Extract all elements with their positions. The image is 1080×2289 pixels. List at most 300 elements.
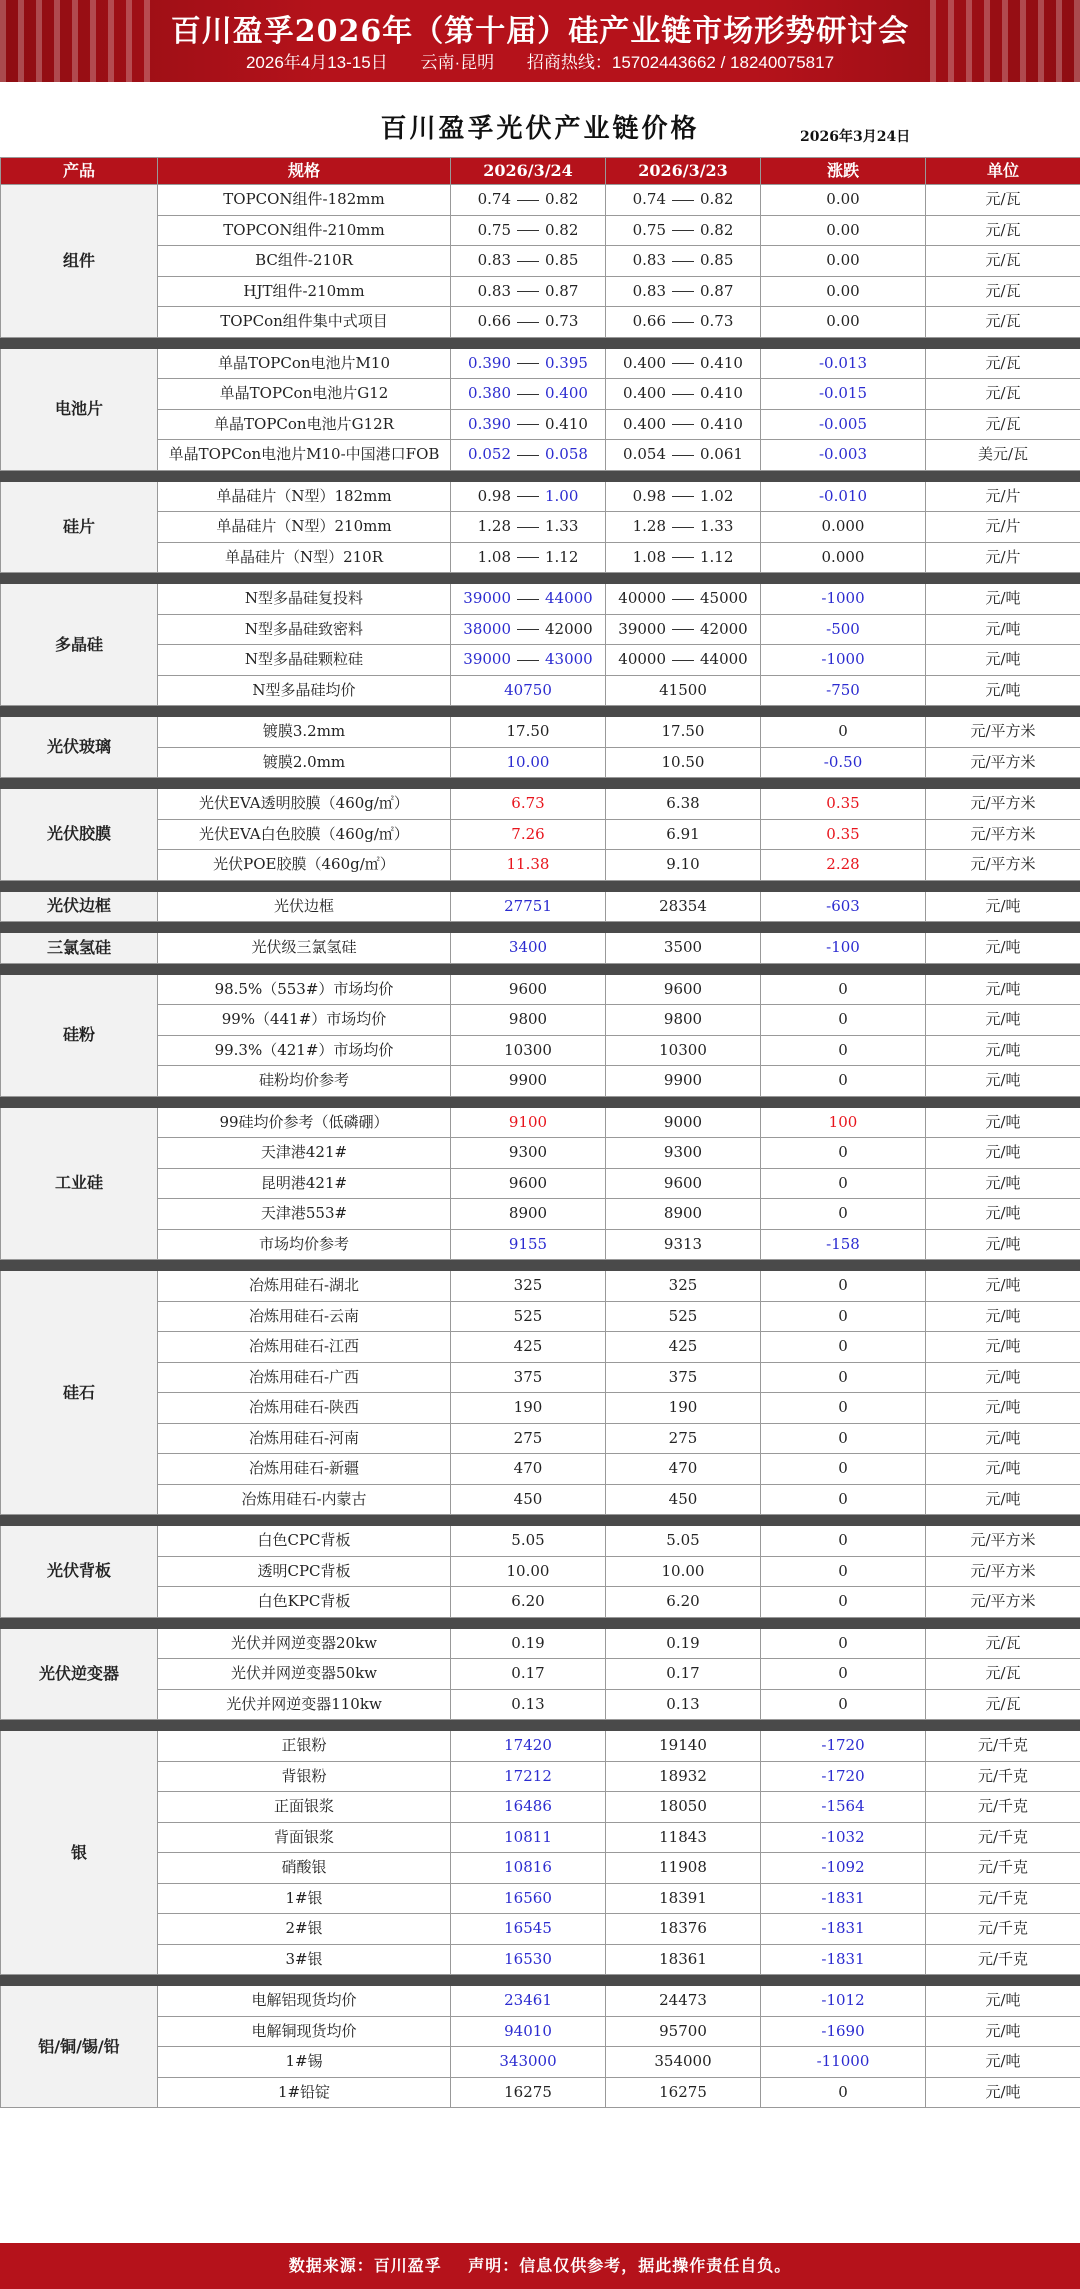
previous-price-value [659, 1797, 707, 1815]
current-price-value [511, 1695, 544, 1713]
product-name: 硅片 [1, 481, 158, 573]
group-separator [1, 1617, 1080, 1628]
table-row [1, 215, 1080, 246]
table-row [1, 1556, 1080, 1587]
spec-cell: 2#银 [158, 1914, 451, 1945]
group-separator [1, 706, 1080, 717]
price-low: 450 [668, 1489, 698, 1508]
unit-cell: 元/吨 [926, 891, 1080, 922]
previous-price-value [633, 312, 734, 330]
change-cell: -100 [761, 933, 926, 964]
previous-price [606, 1914, 761, 1945]
previous-price-value [659, 1991, 707, 2009]
current-price [451, 1271, 606, 1302]
previous-price [606, 1423, 761, 1454]
change-cell: -1720 [761, 1731, 926, 1762]
current-price [451, 409, 606, 440]
product-name: 银 [1, 1731, 158, 1975]
previous-price [606, 1944, 761, 1975]
product-name: 光伏背板 [1, 1526, 158, 1618]
price-high: 45000 [700, 589, 748, 608]
current-price [451, 1853, 606, 1884]
change-cell: 0 [761, 1199, 926, 1230]
banner-location: 云南·昆明 [420, 53, 495, 72]
table-row [1, 307, 1080, 338]
current-price [451, 645, 606, 676]
previous-price-value [633, 517, 734, 535]
spec-cell: 98.5%（553#）市场均价 [158, 974, 451, 1005]
current-price [451, 789, 606, 820]
change-cell: -0.010 [761, 481, 926, 512]
table-row [1, 789, 1080, 820]
current-price-value [504, 1919, 552, 1937]
change-cell: 2.28 [761, 850, 926, 881]
product-name: 三氯氢硅 [1, 933, 158, 964]
price-high: 42000 [545, 619, 593, 638]
current-price-value [514, 1459, 543, 1477]
price-high: 42000 [700, 619, 748, 638]
change-cell: 0 [761, 1556, 926, 1587]
current-price [451, 481, 606, 512]
previous-price [606, 1484, 761, 1515]
previous-price-value [666, 1634, 699, 1652]
spec-cell: 背银粉 [158, 1761, 451, 1792]
price-low: 10300 [504, 1040, 552, 1059]
previous-price [606, 1138, 761, 1169]
price-high: 0.410 [700, 414, 743, 433]
current-price [451, 1659, 606, 1690]
range-dash [517, 200, 539, 201]
table-row [1, 1271, 1080, 1302]
price-low: 10.00 [506, 752, 550, 771]
spec-cell: 1#铅锭 [158, 2077, 451, 2108]
previous-price [606, 1628, 761, 1659]
previous-price-value [662, 753, 705, 771]
previous-price-value [666, 855, 699, 873]
group-separator [1, 1260, 1080, 1271]
previous-price [606, 614, 761, 645]
price-table [0, 157, 1080, 2108]
product-name: 光伏胶膜 [1, 789, 158, 881]
previous-price [606, 891, 761, 922]
previous-price [606, 1526, 761, 1557]
separator-cell [1, 1720, 1080, 1731]
current-price [451, 1301, 606, 1332]
price-low: 0.380 [468, 384, 511, 403]
current-price-value [478, 221, 579, 239]
current-price-value [509, 1235, 547, 1253]
price-low: 18361 [659, 1949, 707, 1968]
current-price-value [504, 1797, 552, 1815]
previous-price [606, 276, 761, 307]
previous-price-value [664, 1235, 702, 1253]
previous-price [606, 1792, 761, 1823]
previous-price [606, 1883, 761, 1914]
product-name: 组件 [1, 185, 158, 338]
price-low: 3400 [508, 938, 548, 957]
unit-cell: 元/瓦 [926, 215, 1080, 246]
table-row [1, 1454, 1080, 1485]
unit-cell: 元/千克 [926, 1944, 1080, 1975]
price-low: 16275 [504, 2082, 552, 2101]
spec-cell: 天津港553# [158, 1199, 451, 1230]
price-low: 0.75 [632, 220, 666, 239]
previous-price-value [666, 1592, 699, 1610]
previous-price-value [664, 1174, 702, 1192]
price-low: 10816 [504, 1858, 552, 1877]
spec-cell: 冶炼用硅石-内蒙古 [158, 1484, 451, 1515]
previous-price-value [669, 1368, 698, 1386]
change-cell: 0 [761, 1659, 926, 1690]
group-separator [1, 1096, 1080, 1107]
current-price-value [499, 2052, 556, 2070]
unit-cell: 元/千克 [926, 1822, 1080, 1853]
previous-price-value [659, 681, 707, 699]
spec-cell: 白色KPC背板 [158, 1587, 451, 1618]
previous-price-value [659, 2083, 707, 2101]
price-high: 0.73 [700, 312, 734, 331]
current-price [451, 1066, 606, 1097]
price-low: 40750 [504, 680, 552, 699]
price-low: 39000 [463, 650, 511, 669]
price-low: 11908 [659, 1858, 707, 1877]
price-high: 43000 [545, 650, 593, 669]
col-header-current-date: 2026/3/24 [451, 158, 606, 185]
price-low: 1.28 [477, 517, 511, 536]
group-separator [1, 573, 1080, 584]
current-price [451, 2016, 606, 2047]
price-low: 10.50 [661, 752, 705, 771]
spec-cell: 昆明港421# [158, 1168, 451, 1199]
price-low: 275 [668, 1428, 698, 1447]
price-low: 94010 [504, 2021, 552, 2040]
previous-price [606, 1659, 761, 1690]
spec-cell: TOPCON组件-210mm [158, 215, 451, 246]
previous-price [606, 717, 761, 748]
range-dash [672, 291, 694, 292]
current-price-value [509, 1174, 547, 1192]
price-low: 41500 [659, 680, 707, 699]
previous-price-value [659, 1041, 707, 1059]
price-high: 44000 [700, 650, 748, 669]
price-low: 450 [513, 1489, 543, 1508]
unit-cell: 元/吨 [926, 645, 1080, 676]
current-price-value [478, 312, 579, 330]
price-low: 375 [513, 1367, 543, 1386]
spec-cell: 冶炼用硅石-陕西 [158, 1393, 451, 1424]
price-low: 0.13 [666, 1694, 700, 1713]
unit-cell: 元/吨 [926, 1362, 1080, 1393]
current-price [451, 584, 606, 615]
range-dash [517, 527, 539, 528]
range-dash [672, 527, 694, 528]
price-low: 0.75 [477, 220, 511, 239]
price-low: 17.50 [661, 722, 705, 741]
group-separator [1, 470, 1080, 481]
change-cell: 0.00 [761, 246, 926, 277]
range-dash [517, 496, 539, 497]
change-cell: 0 [761, 2077, 926, 2108]
change-cell: 0.35 [761, 789, 926, 820]
spec-cell: 单晶硅片（N型）210R [158, 542, 451, 573]
price-low: 6.20 [511, 1592, 545, 1611]
price-low: 6.38 [666, 794, 700, 813]
price-low: 95700 [659, 2021, 707, 2040]
product-name: 硅石 [1, 1271, 158, 1515]
current-price [451, 1587, 606, 1618]
table-row [1, 1822, 1080, 1853]
current-price-value [511, 1592, 544, 1610]
change-cell: 0 [761, 974, 926, 1005]
price-high: 0.395 [545, 353, 588, 372]
spec-cell: 光伏EVA白色胶膜（460g/㎡） [158, 819, 451, 850]
spec-cell: HJT组件-210mm [158, 276, 451, 307]
previous-price [606, 1035, 761, 1066]
change-cell: 0.00 [761, 276, 926, 307]
price-low: 525 [513, 1306, 543, 1325]
current-price-value [511, 1634, 544, 1652]
previous-price-value [664, 938, 702, 956]
current-price [451, 379, 606, 410]
change-cell: -0.50 [761, 747, 926, 778]
previous-price [606, 1332, 761, 1363]
current-price-value [507, 855, 550, 873]
table-row [1, 348, 1080, 379]
price-low: 190 [513, 1398, 543, 1417]
previous-price [606, 1107, 761, 1138]
unit-cell: 元/平方米 [926, 789, 1080, 820]
change-cell: -603 [761, 891, 926, 922]
spec-cell: 光伏边框 [158, 891, 451, 922]
current-price [451, 1484, 606, 1515]
previous-price-value [666, 1664, 699, 1682]
previous-price [606, 819, 761, 850]
table-row [1, 747, 1080, 778]
price-high: 0.058 [545, 445, 588, 464]
unit-cell: 元/平方米 [926, 819, 1080, 850]
spec-cell: 电解铝现货均价 [158, 1986, 451, 2017]
table-row [1, 440, 1080, 471]
price-low: 5.05 [666, 1531, 700, 1550]
spec-cell: 3#银 [158, 1944, 451, 1975]
table-row [1, 1199, 1080, 1230]
previous-price-value [623, 384, 743, 402]
spec-cell: 硝酸银 [158, 1853, 451, 1884]
range-dash [672, 322, 694, 323]
price-low: 9300 [508, 1143, 548, 1162]
group-separator [1, 922, 1080, 933]
spec-cell: BC组件-210R [158, 246, 451, 277]
price-low: 0.19 [666, 1633, 700, 1652]
unit-cell: 元/吨 [926, 1484, 1080, 1515]
previous-price-value [623, 354, 743, 372]
product-name: 电池片 [1, 348, 158, 470]
previous-price-value [664, 1010, 702, 1028]
change-cell: 0 [761, 1362, 926, 1393]
report-date: 2026年3月24日 [800, 129, 911, 145]
spec-cell: 单晶硅片（N型）210mm [158, 512, 451, 543]
previous-price-value [669, 1429, 698, 1447]
table-row [1, 1853, 1080, 1884]
spec-cell: N型多晶硅复投料 [158, 584, 451, 615]
table-row [1, 481, 1080, 512]
current-price-value [468, 384, 588, 402]
spec-cell: 正面银浆 [158, 1792, 451, 1823]
current-price-value [514, 1398, 543, 1416]
product-name: 工业硅 [1, 1107, 158, 1260]
current-price-value [468, 354, 588, 372]
current-price-value [514, 1276, 543, 1294]
change-cell: 0 [761, 1168, 926, 1199]
previous-price-value [669, 1398, 698, 1416]
price-low: 0.98 [477, 486, 511, 505]
current-price [451, 1986, 606, 2017]
range-dash [517, 322, 539, 323]
price-low: 1.08 [477, 547, 511, 566]
price-low: 275 [513, 1428, 543, 1447]
previous-price-value [659, 1950, 707, 1968]
previous-price [606, 1761, 761, 1792]
current-price [451, 1423, 606, 1454]
spec-cell: N型多晶硅颗粒硅 [158, 645, 451, 676]
current-price [451, 1628, 606, 1659]
banner-title: 百川盈孚2026年（第十届）硅产业链市场形势研讨会 [170, 14, 910, 49]
current-price [451, 1005, 606, 1036]
separator-cell [1, 573, 1080, 584]
col-header-change: 涨跌 [761, 158, 926, 185]
current-price [451, 542, 606, 573]
price-low: 40000 [618, 589, 666, 608]
price-high: 0.82 [700, 190, 734, 209]
unit-cell: 元/吨 [926, 1107, 1080, 1138]
previous-price [606, 1362, 761, 1393]
unit-cell: 元/吨 [926, 1423, 1080, 1454]
separator-cell [1, 470, 1080, 481]
table-row [1, 974, 1080, 1005]
price-low: 0.400 [623, 414, 666, 433]
product-name: 光伏边框 [1, 891, 158, 922]
change-cell: -1831 [761, 1883, 926, 1914]
unit-cell: 元/瓦 [926, 185, 1080, 216]
separator-cell [1, 778, 1080, 789]
unit-cell: 元/吨 [926, 1393, 1080, 1424]
previous-price [606, 1229, 761, 1260]
previous-price [606, 379, 761, 410]
change-cell: 0.00 [761, 215, 926, 246]
current-price [451, 1393, 606, 1424]
change-cell: -1831 [761, 1944, 926, 1975]
change-cell: 0 [761, 1271, 926, 1302]
spec-cell: 1#银 [158, 1883, 451, 1914]
previous-price [606, 789, 761, 820]
price-low: 5.05 [511, 1531, 545, 1550]
unit-cell: 元/瓦 [926, 348, 1080, 379]
table-row [1, 1332, 1080, 1363]
previous-price-value [618, 620, 747, 638]
change-cell: 0 [761, 1689, 926, 1720]
previous-price [606, 246, 761, 277]
current-price [451, 819, 606, 850]
spec-cell: 冶炼用硅石-广西 [158, 1362, 451, 1393]
price-low: 0.66 [632, 312, 666, 331]
current-price-value [468, 415, 588, 433]
price-low: 18050 [659, 1797, 707, 1816]
table-row [1, 1761, 1080, 1792]
current-price [451, 440, 606, 471]
product-name: 光伏玻璃 [1, 717, 158, 778]
previous-price-value [662, 722, 705, 740]
current-price-value [511, 1664, 544, 1682]
change-cell: -1831 [761, 1914, 926, 1945]
previous-price [606, 1853, 761, 1884]
previous-price-value [633, 548, 734, 566]
change-cell: 0.35 [761, 819, 926, 850]
current-price-value [509, 980, 547, 998]
price-low: 6.73 [511, 794, 545, 813]
price-low: 1.28 [632, 517, 666, 536]
spec-cell: TOPCON组件-182mm [158, 185, 451, 216]
range-dash [672, 424, 694, 425]
table-row [1, 246, 1080, 277]
previous-price-value [654, 2052, 711, 2070]
range-dash [517, 261, 539, 262]
previous-price [606, 1005, 761, 1036]
change-cell: 0.000 [761, 512, 926, 543]
previous-price [606, 512, 761, 543]
current-price [451, 512, 606, 543]
group-separator [1, 1975, 1080, 1986]
unit-cell: 元/平方米 [926, 717, 1080, 748]
current-price [451, 1454, 606, 1485]
price-high: 0.85 [700, 251, 734, 270]
change-cell: -1012 [761, 1986, 926, 2017]
change-cell: 0 [761, 1587, 926, 1618]
price-high: 0.061 [700, 445, 743, 464]
table-row [1, 584, 1080, 615]
table-row [1, 1005, 1080, 1036]
table-row [1, 1229, 1080, 1260]
price-low: 0.19 [511, 1633, 545, 1652]
change-cell: -158 [761, 1229, 926, 1260]
previous-price-value [618, 589, 747, 607]
col-header-spec: 规格 [158, 158, 451, 185]
range-dash [517, 424, 539, 425]
previous-price-value [659, 1828, 707, 1846]
table-row [1, 409, 1080, 440]
banner-date: 2026年4月13-15日 [245, 53, 388, 72]
current-price-value [507, 753, 550, 771]
current-price [451, 307, 606, 338]
range-dash [672, 394, 694, 395]
price-low: 0.13 [511, 1694, 545, 1713]
unit-cell: 元/平方米 [926, 1556, 1080, 1587]
unit-cell: 元/瓦 [926, 1628, 1080, 1659]
price-low: 10.00 [661, 1561, 705, 1580]
current-price-value [504, 2083, 552, 2101]
change-cell: -1000 [761, 584, 926, 615]
price-low: 0.98 [632, 486, 666, 505]
current-price-value [507, 722, 550, 740]
table-row [1, 1659, 1080, 1690]
change-cell: -750 [761, 675, 926, 706]
price-high: 1.12 [700, 547, 734, 566]
previous-price-value [618, 650, 747, 668]
separator-cell [1, 337, 1080, 348]
current-price-value [514, 1490, 543, 1508]
price-low: 343000 [499, 2052, 557, 2071]
previous-price [606, 1587, 761, 1618]
spec-cell: 99%（441#）市场均价 [158, 1005, 451, 1036]
